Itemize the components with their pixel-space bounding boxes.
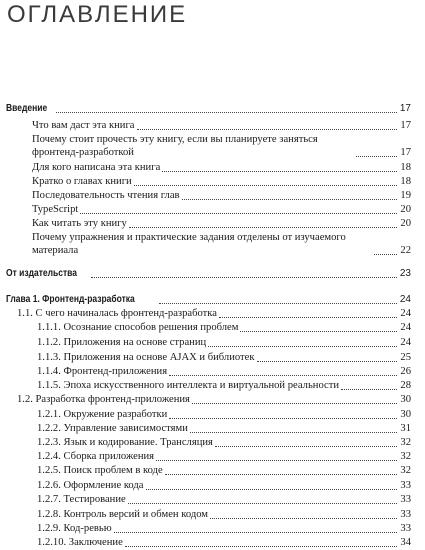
toc-entry-page: 17 bbox=[399, 103, 411, 114]
dot-leader bbox=[169, 418, 397, 419]
toc-entry-page: 18 bbox=[400, 176, 411, 187]
toc-entry-page: 26 bbox=[400, 366, 411, 377]
toc-entry[interactable] bbox=[37, 465, 411, 477]
toc-entry-label: 1.2.2. Управление зависимостями bbox=[37, 423, 188, 434]
dot-leader bbox=[128, 503, 397, 504]
toc-entry-label: 1.1.3. Приложения на основе AJAX и библиотек bbox=[37, 352, 255, 363]
dot-leader bbox=[80, 213, 397, 214]
toc-entry[interactable] bbox=[37, 494, 411, 506]
dot-leader bbox=[156, 460, 397, 461]
toc-entry[interactable] bbox=[37, 509, 411, 521]
dot-leader bbox=[162, 171, 397, 172]
toc-entry-page: 17 bbox=[400, 147, 411, 158]
dot-leader bbox=[192, 403, 397, 404]
toc-entry-page: 24 bbox=[400, 308, 411, 319]
toc-entry[interactable] bbox=[37, 523, 411, 535]
dot-leader bbox=[219, 317, 397, 318]
toc-entry-page: 19 bbox=[400, 190, 411, 201]
dot-leader bbox=[341, 389, 397, 390]
toc-entry-label: Кратко о главах книги bbox=[32, 176, 132, 187]
toc-entry-page: 24 bbox=[400, 322, 411, 333]
dot-leader bbox=[356, 156, 397, 157]
dot-leader bbox=[56, 112, 397, 113]
toc-entry[interactable] bbox=[37, 380, 411, 392]
dot-leader bbox=[165, 474, 397, 475]
toc-entry-page: 24 bbox=[400, 337, 411, 348]
dot-leader bbox=[190, 432, 397, 433]
toc-entry-label: 1.1. С чего начиналась фронтенд-разработка bbox=[17, 308, 217, 319]
toc-entry-page: 18 bbox=[400, 162, 411, 173]
toc-entry-page: 33 bbox=[400, 523, 411, 534]
toc-entry-label: 1.1.1. Осознание способов решения проблем bbox=[37, 322, 239, 333]
toc-entry-page: 31 bbox=[400, 423, 411, 434]
toc-entry-page: 32 bbox=[400, 465, 411, 476]
toc-entry-page: 22 bbox=[400, 245, 411, 256]
dot-leader bbox=[114, 532, 397, 533]
toc-entry-page: 33 bbox=[400, 509, 411, 520]
toc-entry-label: 1.2.3. Язык и кодирование. Трансляция bbox=[37, 437, 213, 448]
dot-leader bbox=[208, 346, 397, 347]
toc-entry-label: Введение bbox=[6, 103, 48, 114]
toc-entry-page: 25 bbox=[400, 352, 411, 363]
toc-entry-page: 30 bbox=[400, 394, 411, 405]
toc-entry[interactable] bbox=[37, 423, 411, 435]
dot-leader bbox=[146, 489, 397, 490]
toc-entry-label: 1.2.8. Контроль версий и обмен кодом bbox=[37, 509, 209, 520]
toc-entry[interactable] bbox=[17, 394, 411, 406]
dot-leader bbox=[240, 331, 397, 332]
toc-entry[interactable] bbox=[32, 204, 411, 216]
dot-leader bbox=[137, 129, 398, 130]
toc-entry-page: 30 bbox=[400, 409, 411, 420]
toc-entry-page: 33 bbox=[400, 494, 411, 505]
toc-entry[interactable] bbox=[37, 537, 411, 549]
toc-entry-label: 1.2.1. Окружение разработки bbox=[37, 409, 168, 420]
page-title: ОГЛАВЛЕНИЕ bbox=[7, 1, 188, 28]
dot-leader bbox=[182, 199, 397, 200]
dot-leader bbox=[91, 277, 397, 278]
toc-entry-page: 28 bbox=[400, 380, 411, 391]
toc-entry-page: 32 bbox=[400, 451, 411, 462]
toc-entry-label: Что вам даст эта книга bbox=[32, 120, 135, 131]
toc-entry-page: 34 bbox=[400, 537, 411, 548]
toc-entry-page: 24 bbox=[399, 294, 411, 305]
dot-leader bbox=[257, 361, 397, 362]
toc-entry[interactable] bbox=[32, 162, 411, 174]
toc-entry-page: 20 bbox=[400, 204, 411, 215]
toc-entry-label: 1.2.6. Оформление кода bbox=[37, 480, 144, 491]
toc-entry-label: 1.2.7. Тестирование bbox=[37, 494, 126, 505]
toc-entry-label: Как читать эту книгу bbox=[32, 218, 127, 229]
dot-leader bbox=[169, 375, 397, 376]
toc-entry[interactable] bbox=[32, 232, 411, 257]
toc-entry-label: Последовательность чтения глав bbox=[32, 190, 180, 201]
toc-entry-page: 23 bbox=[399, 268, 411, 279]
toc-entry[interactable] bbox=[37, 437, 411, 449]
toc-entry-label: Для кого написана эта книга bbox=[32, 162, 161, 173]
toc-entry[interactable] bbox=[37, 451, 411, 463]
toc-entry[interactable] bbox=[37, 352, 411, 364]
toc-entry-label: Почему стоит прочесть эту книгу, если вы планируете заняться фронтенд-разработкой bbox=[32, 134, 318, 158]
toc-entry[interactable] bbox=[37, 366, 411, 378]
toc-entry[interactable] bbox=[32, 218, 411, 230]
dot-leader bbox=[374, 254, 397, 255]
toc-entry[interactable] bbox=[32, 120, 411, 132]
toc-entry-label: 1.1.2. Приложения на основе страниц bbox=[37, 337, 207, 348]
toc-entry-label: Почему упражнения и практические задания отделены от изучаемого материала bbox=[32, 232, 346, 256]
toc-entry-label: 1.1.4. Фронтенд-приложения bbox=[37, 366, 168, 377]
toc-entry-label: 1.2.4. Сборка приложения bbox=[37, 451, 155, 462]
toc-entry[interactable] bbox=[37, 322, 411, 334]
dot-leader bbox=[210, 518, 397, 519]
toc-entry[interactable] bbox=[17, 308, 411, 320]
toc-entry-label: 1.1.5. Эпоха искусственного интеллекта и виртуальной реальности bbox=[37, 380, 340, 391]
dot-leader bbox=[129, 227, 397, 228]
toc-entry-label: Глава 1. Фронтенд-разработка bbox=[6, 294, 135, 305]
toc-entry[interactable] bbox=[32, 176, 411, 188]
toc-entry-label: От издательства bbox=[6, 268, 77, 279]
toc-entry[interactable] bbox=[6, 103, 411, 115]
toc-entry[interactable] bbox=[6, 268, 411, 280]
toc-entry[interactable] bbox=[37, 337, 411, 349]
dot-leader bbox=[159, 303, 397, 304]
toc-entry[interactable] bbox=[32, 134, 411, 159]
toc-entry-label: 1.2.5. Поиск проблем в коде bbox=[37, 465, 163, 476]
toc-entry[interactable] bbox=[37, 409, 411, 421]
toc-entry[interactable] bbox=[37, 480, 411, 492]
toc-entry-page: 17 bbox=[400, 120, 411, 131]
toc-entry[interactable] bbox=[6, 294, 411, 306]
dot-leader bbox=[215, 446, 397, 447]
toc-entry-page: 20 bbox=[400, 218, 411, 229]
toc-entry-label: TypeScript bbox=[32, 204, 79, 215]
toc-entry-page: 33 bbox=[400, 480, 411, 491]
dot-leader bbox=[134, 185, 397, 186]
toc-entry-label: 1.2.10. Заключение bbox=[37, 537, 123, 548]
toc-entry-page: 32 bbox=[400, 437, 411, 448]
toc-entry-label: 1.2. Разработка фронтенд-приложения bbox=[17, 394, 190, 405]
toc-entry-label: 1.2.9. Код-ревью bbox=[37, 523, 112, 534]
dot-leader bbox=[125, 546, 397, 547]
toc-entry[interactable] bbox=[32, 190, 411, 202]
